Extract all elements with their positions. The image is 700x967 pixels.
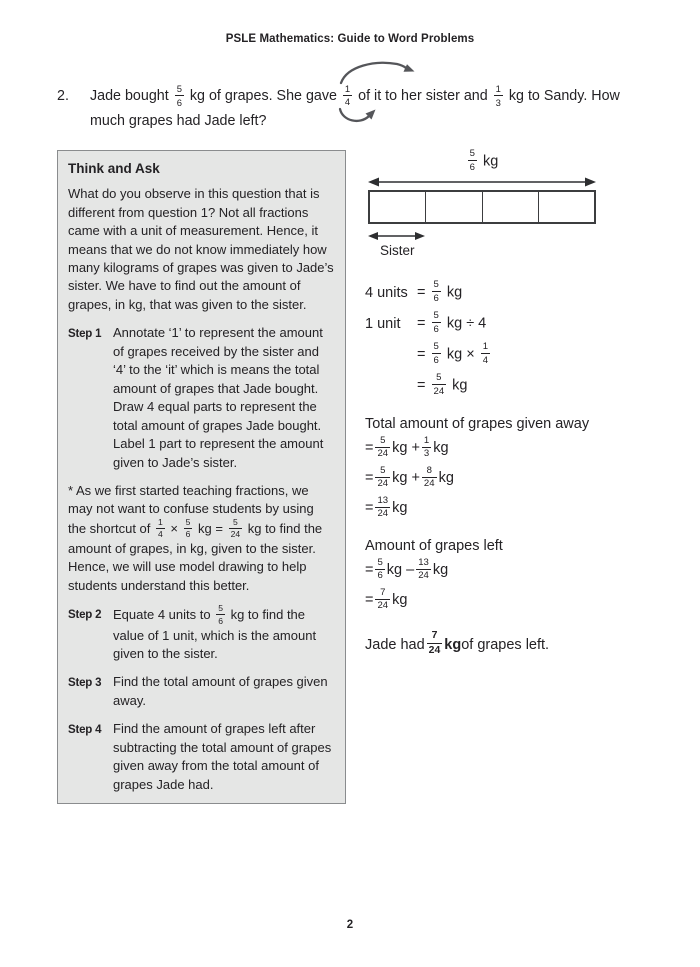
fraction: $\frac{5}{24}$ <box>230 516 241 540</box>
step-3 <box>68 673 334 710</box>
fraction: $\frac{7}{24}$ <box>377 586 389 612</box>
equation-rhs: = $\frac{5}{6}$ kg ÷ 4 <box>417 310 487 335</box>
given-away-line-2: = $\frac{5}{24}$ kg + $\frac{8}{24}$ kg <box>365 464 454 490</box>
equation-result <box>365 370 685 401</box>
step-2 <box>68 605 334 663</box>
sister-label: Sister <box>380 243 415 259</box>
step-4 <box>68 720 334 794</box>
question-text <box>90 84 620 134</box>
bar-cell-4 <box>538 192 594 222</box>
step-1-label: Step 1 <box>68 328 102 341</box>
given-away-line-3: = $\frac{13}{24}$ kg <box>365 494 408 520</box>
question-2 <box>57 84 667 134</box>
question-line2: much grapes had Jade left? <box>90 113 267 130</box>
fraction: $\frac{1}{4}$ <box>158 516 163 540</box>
fraction: $\frac{1}{3}$ <box>423 434 430 460</box>
fraction: $\frac{5}{6}$ <box>218 603 223 626</box>
fraction: $\frac{5}{6}$ <box>433 341 439 366</box>
fraction: $\frac{13}{24}$ <box>377 494 389 520</box>
question-line1b: of it to her sister and $\frac{1}{3}$ kg to Sandy. How <box>354 83 620 108</box>
step-1-text: Annotate ‘1’ to represent the amount of grapes received by the sister and ‘4’ to the ‘it’ which is means the total amount of grapes that Jade bought. Draw 4 equal parts to represent the total amount of grapes Jade bought. Label 1 part to represent the amount given to Jade’s sister. <box>113 325 324 470</box>
think-box-title: Think and Ask <box>68 161 160 176</box>
equation-rhs: = $\frac{5}{6}$ kg × $\frac{1}{4}$ <box>417 341 489 366</box>
think-box-intro: What do you observe in this question that is different from question 1? Not all fractions came with a unit of measurement. Hence, it means that we do not know immediately how many kilograms of grapes was given to Jade’s sister. We have to find out the amount of grapes, in kg, that was given to the sister. <box>68 186 334 312</box>
question-line1a: Jade bought $\frac{5}{6}$ kg of grapes. She gave <box>90 83 341 108</box>
think-and-ask-box <box>57 150 346 804</box>
question-number: 2. <box>57 88 69 104</box>
teaching-note: * As we first started teaching fractions, we may not want to confuse students by using the shortcut of $\frac{1}{4}$ × $\frac{5}{6}$ kg = $\frac{5}{24}$ kg to find the amount of grapes, in kg, given to the sister. Hence, we will use model drawing to help students understand this better. <box>68 482 323 593</box>
equation-rhs: = $\frac{5}{24}$ kg <box>417 372 468 397</box>
fraction: $\frac{5}{6}$ <box>433 279 439 304</box>
step-2-text: Equate 4 units to $\frac{5}{6}$ kg to find the value of 1 unit, which is the amount given to the sister. <box>113 603 317 661</box>
fraction: $\frac{5}{6}$ <box>433 310 439 335</box>
fraction: $\frac{5}{6}$ <box>176 83 182 108</box>
equation-4-units <box>365 277 685 308</box>
question-line1 <box>90 82 620 108</box>
fraction: $\frac{1}{4}$ <box>344 82 351 108</box>
step-4-label: Step 4 <box>68 724 102 737</box>
fraction: $\frac{1}{3}$ <box>495 83 501 108</box>
curved-arrow-top-icon <box>337 59 417 85</box>
fraction: $\frac{5}{6}$ <box>377 556 383 582</box>
bar-model-diagram <box>365 150 685 258</box>
fraction: $\frac{5}{6}$ <box>185 516 191 540</box>
grapes-left-line-1: = $\frac{5}{6}$ kg – $\frac{13}{24}$ kg <box>365 556 449 582</box>
step-3-text: Find the total amount of grapes given away. <box>113 674 328 708</box>
equation-1-unit <box>365 308 685 339</box>
fraction: $\frac{5}{6}$ <box>469 148 475 173</box>
given-away-line-1: = $\frac{5}{24}$ kg + $\frac{1}{3}$ kg <box>365 434 449 460</box>
page-header-title: PSLE Mathematics: Guide to Word Problems <box>225 33 475 45</box>
fraction: $\frac{7}{24}$ <box>428 630 441 656</box>
fraction: $\frac{13}{24}$ <box>418 556 429 582</box>
solution-column <box>365 150 685 657</box>
bar-cell-1 <box>370 192 425 222</box>
fraction: $\frac{5}{24}$ <box>377 434 389 460</box>
grapes-left-line-2: = $\frac{7}{24}$ kg <box>365 586 408 612</box>
page-number: 2 <box>346 919 354 931</box>
step-3-label: Step 3 <box>68 677 102 690</box>
total-span-arrow-icon <box>368 176 596 188</box>
fraction: $\frac{5}{24}$ <box>433 372 445 397</box>
bar-model <box>368 190 596 224</box>
total-weight-label: $\frac{5}{6}$ kg <box>469 148 499 173</box>
curved-arrow-bottom-icon <box>336 106 378 128</box>
fraction-one-fourth-anchor <box>341 84 354 109</box>
equation-rhs: = $\frac{5}{6}$ kg <box>417 279 463 304</box>
sister-span-arrow-icon <box>368 230 425 242</box>
step-4-text: Find the amount of grapes left after subtracting the total amount of grapes given away from the total amount of grapes Jade had. <box>113 721 332 792</box>
unit-equations <box>365 277 685 401</box>
grapes-left-heading: Amount of grapes left <box>365 538 503 555</box>
bar-cell-3 <box>482 192 538 222</box>
equation-lhs: 4 units <box>365 284 408 301</box>
fraction: $\frac{1}{4}$ <box>482 341 489 366</box>
step-1 <box>68 324 334 472</box>
step-2-label: Step 2 <box>68 609 102 622</box>
given-away-heading: Total amount of grapes given away <box>365 416 590 433</box>
fraction: $\frac{5}{24}$ <box>377 464 389 490</box>
equation-continued <box>365 339 685 370</box>
fraction: $\frac{8}{24}$ <box>423 464 435 490</box>
conclusion-statement: Jade had $\frac{7}{24}$ kg of grapes left. <box>365 630 550 656</box>
bar-cell-2 <box>425 192 481 222</box>
equation-lhs: 1 unit <box>365 315 401 332</box>
